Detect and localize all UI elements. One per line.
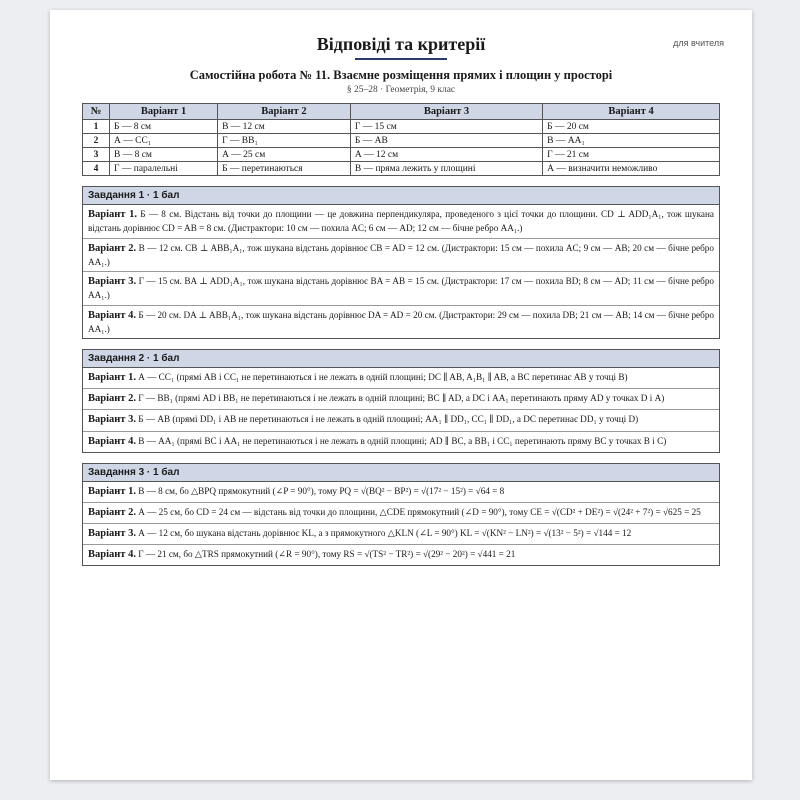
table-cell: Б — 8 см — [110, 120, 218, 134]
table-cell: Г — BB₁ — [218, 134, 351, 148]
table-cell: А — визначити неможливо — [543, 162, 720, 176]
task-3-variant-3 — [83, 524, 719, 545]
task-3-variant-1 — [83, 482, 719, 503]
variant-label: Варіант 2. — [88, 393, 136, 405]
table-cell: В — пряма лежить у площині — [350, 162, 542, 176]
task-1-block — [82, 186, 720, 339]
variant-label: Варіант 3. — [88, 276, 137, 288]
teacher-note: для вчителя — [673, 38, 724, 48]
header-variant-3: Варіант 3 — [350, 104, 542, 120]
title-underline — [355, 58, 447, 60]
task-2-block — [82, 349, 720, 453]
variant-text: Г — 21 см, бо △TRS прямокутний (∠R = 90°), тому RS = √(TS² − TR²) = √(29² − 20²) = √441 = 21 — [138, 549, 516, 560]
variant-text: А — 12 см, бо шукана відстань дорівнює KL, а з прямокутного △KLN (∠L = 90°) KL = √(KN² − LN²) = √(13² − 5²) = √144 = 12 — [138, 528, 632, 539]
variant-text: Б — 8 см. Відстань від точки до площини — це довжина перпендикуляра, проведеного з цієї точки до площини. CD ⊥ ADD₁A₁, тож шукана відстань дорівнює CD = AB = 8 см. (Дистрактори: 10 см — похила AC; 6 см — AD; 12 см — бічне ребро AA₁.) — [88, 209, 715, 234]
variant-text: Г — 15 см. BA ⊥ ADD₁A₁, тож шукана відстань дорівнює BA = AB = 15 см. (Дистрактори: 17 см — похила BD; 8 см — AD; 11 см — бічне ребро AA₁.) — [88, 276, 715, 301]
table-cell: 1 — [83, 120, 110, 134]
task-2-variant-3 — [83, 410, 719, 431]
task-2-variant-4 — [83, 432, 719, 452]
task-1-variant-3 — [83, 272, 719, 305]
variant-label: Варіант 4. — [88, 435, 136, 447]
task-3-heading: Завдання 3 · 1 бал — [83, 464, 719, 482]
table-row — [83, 120, 720, 134]
variant-text: Г — BB₁ (прямі AD і BB₁ не перетинаються і не лежать в одній площині; BC ∥ AD, а DC і AA₁ перетинають пряму AD у точках D і A) — [138, 393, 665, 404]
task-2-variant-2 — [83, 389, 719, 410]
table-cell: Б — 20 см — [543, 120, 720, 134]
table-cell: В — 12 см — [218, 120, 351, 134]
task-2-variant-1 — [83, 368, 719, 389]
task-3-variant-4 — [83, 545, 719, 565]
page-subtitle: Самостійна робота № 11. Взаємне розміщення прямих і площин у просторі — [189, 68, 613, 82]
table-cell: Б — AB — [350, 134, 542, 148]
variant-label: Варіант 2. — [88, 242, 137, 254]
variant-text: В — 8 см, бо △BPQ прямокутний (∠P = 90°), тому PQ = √(BQ² − BP²) = √(17² − 15²) = √64 = 8 — [138, 485, 505, 496]
header-variant-4: Варіант 4 — [543, 104, 720, 120]
variant-label: Варіант 4. — [88, 549, 136, 561]
table-cell: В — 8 см — [110, 148, 218, 162]
page-title: Відповіді та критерії — [316, 34, 486, 54]
task-1-heading: Завдання 1 · 1 бал — [83, 187, 719, 205]
variant-text: А — 25 см, бо CD = 24 см — відстань від точки до площини, △CDE прямокутний (∠D = 90°), тому CE = √(CD² + DE²) = √(24² + 7²) = √625 = 25 — [138, 507, 701, 518]
answer-table — [82, 103, 720, 176]
table-cell: 2 — [83, 134, 110, 148]
section-reference: § 25–28 · Геометрія, 9 клас — [346, 85, 456, 95]
task-2-heading: Завдання 2 · 1 бал — [83, 350, 719, 368]
table-cell: 3 — [83, 148, 110, 162]
answer-table-header — [83, 104, 720, 120]
variant-text: А — CC₁ (прямі AB і CC₁ не перетинаються і не лежать в одній площині; DC ∥ AB, A₁B₁ ∥ AB, а BC перетинає AB у точці B) — [138, 372, 628, 383]
table-cell: А — 25 см — [218, 148, 351, 162]
variant-text: В — 12 см. CB ⊥ ABB₁A₁, тож шукана відстань дорівнює CB = AD = 12 см. (Дистрактори: 15 см — похила AC; 9 см — AB; 20 см — бічне ребро AA₁.) — [88, 242, 714, 267]
task-1-variant-1 — [83, 205, 719, 238]
table-row — [83, 162, 720, 176]
worksheet-page — [50, 10, 752, 780]
table-cell: 4 — [83, 162, 110, 176]
variant-label: Варіант 1. — [88, 209, 137, 221]
table-cell: Г — паралельні — [110, 162, 218, 176]
table-cell: Б — перетинаються — [218, 162, 351, 176]
task-3-block — [82, 463, 720, 567]
header-variant-2: Варіант 2 — [218, 104, 351, 120]
variant-text: Б — AB (прямі DD₁ і AB не перетинаються і не лежать в одній площині; AA₁ ∥ DD₁, CC₁ ∥ DD₁, а DC перетинає DD₁ у точці D) — [138, 414, 639, 425]
variant-label: Варіант 1. — [88, 485, 136, 497]
task-1-variant-4 — [83, 306, 719, 338]
variant-text: Б — 20 см. DA ⊥ ABB₁A₁, тож шукана відстань дорівнює DA = AD = 20 см. (Дистрактори: 29 см — похила DB; 21 см — AB; 14 см — бічне ребро AA₁.) — [88, 309, 715, 334]
variant-label: Варіант 2. — [88, 507, 136, 519]
table-cell: Г — 15 см — [350, 120, 542, 134]
table-row — [83, 134, 720, 148]
header-variant-1: Варіант 1 — [110, 104, 218, 120]
table-cell: А — 12 см — [350, 148, 542, 162]
table-cell: А — CC₁ — [110, 134, 218, 148]
table-cell: В — AA₁ — [543, 134, 720, 148]
table-row — [83, 148, 720, 162]
variant-label: Варіант 4. — [88, 309, 136, 321]
header-number: № — [83, 104, 110, 120]
variant-label: Варіант 3. — [88, 414, 136, 426]
variant-text: В — AA₁ (прямі BC і AA₁ не перетинаються і не лежать в одній площині; AD ∥ BC, а BB₁ і CC₁ перетинають пряму BC у точках B і C) — [138, 435, 667, 446]
variant-label: Варіант 3. — [88, 528, 136, 540]
variant-label: Варіант 1. — [88, 372, 136, 384]
task-1-variant-2 — [83, 239, 719, 272]
table-cell: Г — 21 см — [543, 148, 720, 162]
task-3-variant-2 — [83, 503, 719, 524]
